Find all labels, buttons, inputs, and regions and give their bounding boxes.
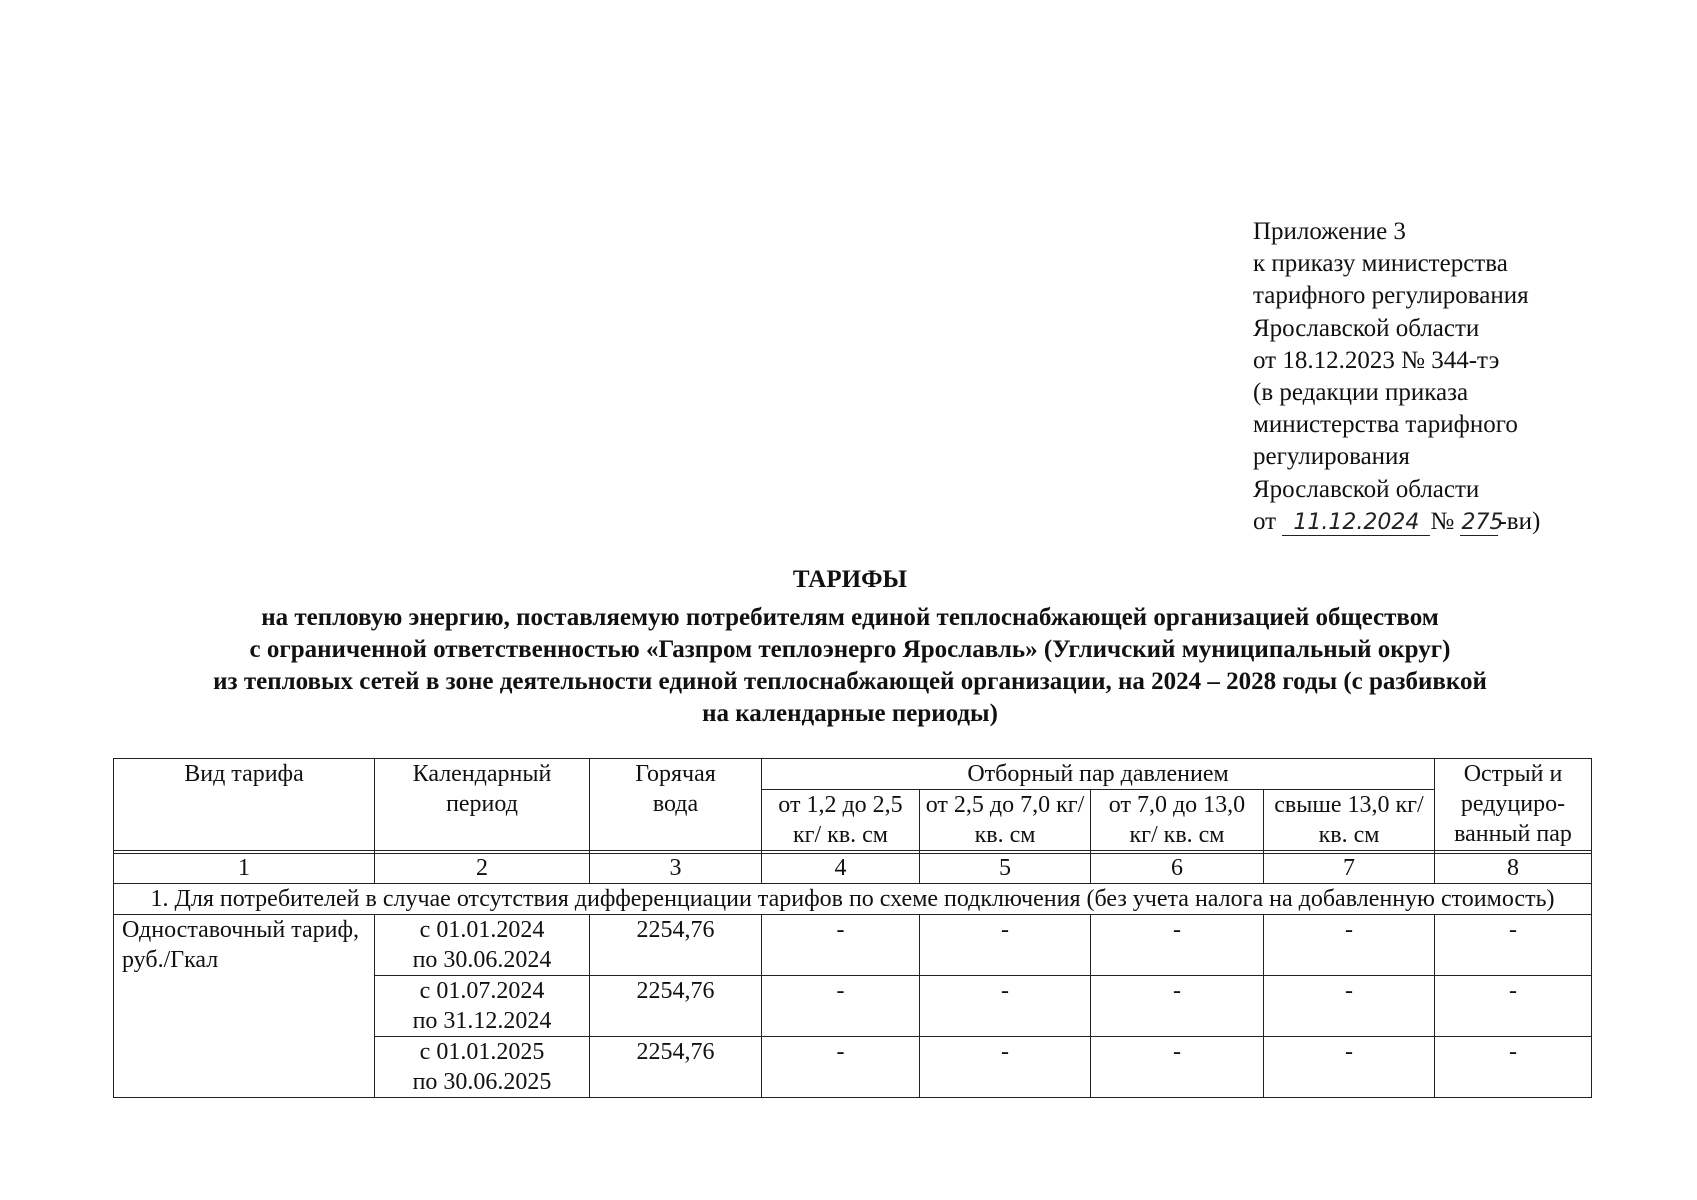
section-title: 1. Для потребителей в случае отсутствия дифференциации тарифов по схеме подключения (без учета налога на добавленную стоимость)	[114, 884, 1592, 915]
header-sharp-steam: Острый и редуциро-ванный пар	[1435, 759, 1592, 851]
appendix-line: Ярославской области	[1253, 314, 1480, 342]
header-period: Календарный период	[375, 759, 590, 851]
column-number-row	[114, 854, 1592, 884]
title-heading: ТАРИФЫ	[792, 566, 908, 593]
column-number: 7	[1264, 854, 1435, 884]
period-cell: с 01.07.2024 по 31.12.2024	[375, 976, 590, 1037]
steam-1-cell: -	[762, 915, 920, 976]
column-number: 6	[1091, 854, 1264, 884]
period-cell: с 01.01.2024 по 30.06.2024	[375, 915, 590, 976]
subtitle-line: на тепловую энергию, поставляемую потребителям единой теплоснабжающей организацией обществом	[261, 604, 1439, 631]
appendix-line: Приложение 3	[1253, 218, 1406, 245]
header-row	[114, 759, 1592, 790]
appendix-line: министерства тарифного	[1253, 411, 1518, 439]
sharp-steam-cell: -	[1435, 1037, 1592, 1098]
steam-3-cell: -	[1091, 915, 1264, 976]
header-tariff-type: Вид тарифа	[114, 759, 375, 851]
steam-1-cell: -	[762, 1037, 920, 1098]
tariff-name-cell: Одноставочный тариф, руб./Гкал	[114, 915, 375, 1098]
column-number: 2	[375, 854, 590, 884]
steam-4-cell: -	[1264, 1037, 1435, 1098]
sharp-steam-cell: -	[1435, 976, 1592, 1037]
column-number: 4	[762, 854, 920, 884]
hot-water-cell: 2254,76	[590, 1037, 762, 1098]
hot-water-cell: 2254,76	[590, 915, 762, 976]
table-row	[114, 915, 1592, 976]
number-sign: №	[1430, 507, 1455, 535]
steam-2-cell: -	[920, 1037, 1091, 1098]
subtitle-line: из тепловых сетей в зоне деятельности единой теплоснабжающей организации, на 2024 – 2028 годы (с разбивкой	[213, 668, 1487, 695]
period-cell: с 01.01.2025 по 30.06.2025	[375, 1037, 590, 1098]
header-steam-1: от 1,2 до 2,5 кг/ кв. см	[762, 790, 920, 851]
appendix-line: к приказу министерства	[1253, 250, 1508, 278]
steam-4-cell: -	[1264, 915, 1435, 976]
appendix-from-label: от	[1253, 507, 1277, 535]
tariffs-table	[113, 758, 1592, 1098]
steam-2-cell: -	[920, 915, 1091, 976]
header-steam-2: от 2,5 до 7,0 кг/ кв. см	[920, 790, 1091, 851]
section-row	[114, 884, 1592, 915]
hot-water-cell: 2254,76	[590, 976, 762, 1037]
appendix-reference	[1253, 216, 1593, 538]
appendix-line: Ярославской области	[1253, 475, 1480, 503]
handwritten-date: 11.12.2024	[1282, 511, 1430, 536]
appendix-last-line	[1253, 506, 1593, 538]
column-number: 8	[1435, 854, 1592, 884]
appendix-line: (в редакции приказа	[1253, 379, 1469, 407]
order-suffix: -ви)	[1498, 507, 1541, 535]
header-steam-group: Отборный пар давлением	[762, 759, 1435, 790]
header-steam-4: свыше 13,0 кг/ кв. см	[1264, 790, 1435, 851]
subtitle-line: на календарные периоды)	[702, 700, 998, 727]
steam-3-cell: -	[1091, 976, 1264, 1037]
appendix-line: тарифного регулирования	[1253, 282, 1529, 310]
sharp-steam-cell: -	[1435, 915, 1592, 976]
header-hot-water: Горячая вода	[590, 759, 762, 851]
header-steam-3: от 7,0 до 13,0 кг/ кв. см	[1091, 790, 1264, 851]
steam-2-cell: -	[920, 976, 1091, 1037]
document-subtitle	[110, 602, 1590, 730]
column-number: 1	[114, 854, 375, 884]
steam-4-cell: -	[1264, 976, 1435, 1037]
subtitle-line: с ограниченной ответственностью «Газпром теплоэнерго Ярославль» (Угличский муниципальный округ)	[249, 636, 1451, 663]
column-number: 5	[920, 854, 1091, 884]
column-number: 3	[590, 854, 762, 884]
steam-3-cell: -	[1091, 1037, 1264, 1098]
handwritten-number: 275	[1461, 509, 1504, 535]
steam-1-cell: -	[762, 976, 920, 1037]
appendix-line: от 18.12.2023 № 344-тэ	[1253, 346, 1500, 374]
appendix-line: регулирования	[1253, 443, 1410, 471]
